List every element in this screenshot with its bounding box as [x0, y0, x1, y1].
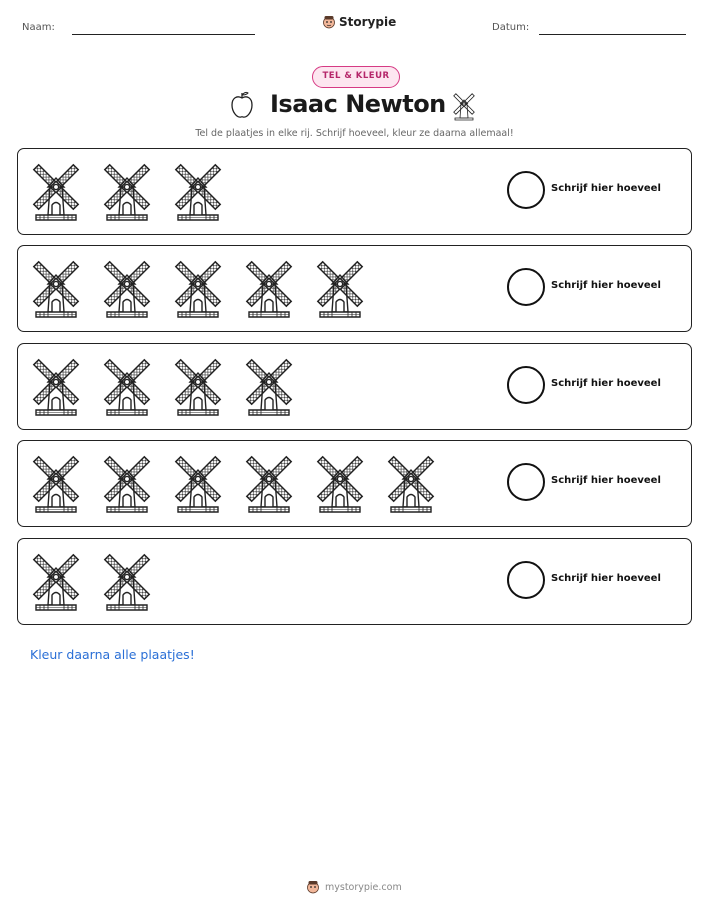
- apple-icon: [229, 90, 255, 120]
- site-url: mystorypie.com: [325, 881, 402, 893]
- windmill-icon[interactable]: [170, 352, 226, 416]
- windmill-icon[interactable]: [28, 547, 84, 611]
- counting-row: [17, 440, 692, 527]
- windmill-icon[interactable]: [170, 157, 226, 221]
- footer-note: Kleur daarna alle plaatjes!: [30, 647, 195, 662]
- windmill-icon[interactable]: [312, 254, 368, 318]
- answer-circle[interactable]: [507, 171, 545, 209]
- windmill-icon[interactable]: [241, 449, 297, 513]
- storypie-mascot-icon: [306, 880, 320, 894]
- storypie-mascot-icon: [322, 15, 336, 29]
- answer-label: Schrijf hier hoeveel: [551, 378, 661, 389]
- windmill-icon[interactable]: [241, 352, 297, 416]
- counting-row: [17, 538, 692, 625]
- instructions: Tel de plaatjes in elke rij. Schrijf hoeveel, kleur ze daarna allemaal!: [195, 128, 514, 139]
- counting-row: [17, 343, 692, 430]
- windmill-icon[interactable]: [99, 449, 155, 513]
- brand-name: Storypie: [339, 15, 397, 29]
- answer-label: Schrijf hier hoeveel: [551, 280, 661, 291]
- date-label: Datum:: [492, 22, 530, 33]
- windmill-icon[interactable]: [28, 352, 84, 416]
- windmill-icon[interactable]: [28, 449, 84, 513]
- windmill-icon[interactable]: [28, 254, 84, 318]
- answer-label: Schrijf hier hoeveel: [551, 183, 661, 194]
- windmill-icon[interactable]: [99, 254, 155, 318]
- page-title: Isaac Newton: [270, 90, 446, 118]
- windmill-icon[interactable]: [383, 449, 439, 513]
- answer-circle[interactable]: [507, 561, 545, 599]
- title-row: [0, 90, 709, 124]
- answer-circle[interactable]: [507, 366, 545, 404]
- windmill-icon[interactable]: [170, 449, 226, 513]
- answer-label: Schrijf hier hoeveel: [551, 475, 661, 486]
- windmill-icon[interactable]: [99, 547, 155, 611]
- answer-circle[interactable]: [507, 268, 545, 306]
- windmill-icon[interactable]: [241, 254, 297, 318]
- windmill-icon[interactable]: [99, 157, 155, 221]
- windmill-icon[interactable]: [28, 157, 84, 221]
- date-line[interactable]: [539, 34, 686, 35]
- brand-logo: [322, 15, 396, 29]
- name-line[interactable]: [72, 34, 255, 35]
- counting-row: [17, 245, 692, 332]
- worksheet-header: [0, 14, 709, 44]
- site-footer: [306, 880, 402, 894]
- counting-row: [17, 148, 692, 235]
- windmill-icon: [450, 89, 478, 121]
- windmill-icon[interactable]: [312, 449, 368, 513]
- windmill-icon[interactable]: [170, 254, 226, 318]
- name-label: Naam:: [22, 22, 55, 33]
- activity-badge: TEL & KLEUR: [312, 66, 400, 88]
- answer-label: Schrijf hier hoeveel: [551, 573, 661, 584]
- answer-circle[interactable]: [507, 463, 545, 501]
- windmill-icon[interactable]: [99, 352, 155, 416]
